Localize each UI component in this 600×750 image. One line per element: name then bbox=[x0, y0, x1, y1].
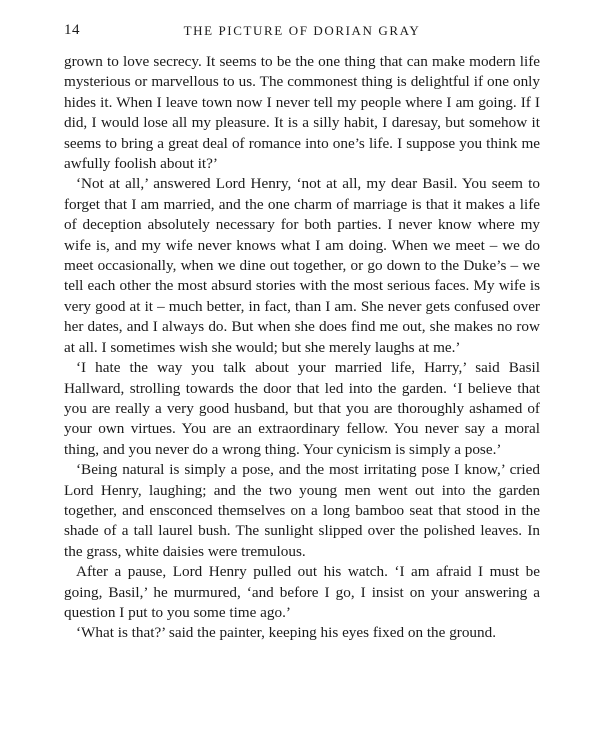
paragraph-continuation: grown to love secrecy. It seems to be the one thing that can make modern life mysterious or marvellous to us. The commonest thing is delightful if one only hides it. When I leave town now I never tell my people where I am going. If I did, I would lose all my pleasure. It is a silly habit, I daresay, but somehow it seems to bring a great deal of romance into one’s life. I suppose you think me awfully foolish about it?’ bbox=[64, 53, 540, 173]
running-head bbox=[64, 22, 540, 44]
body-text bbox=[64, 52, 540, 644]
book-title: THE PICTURE OF DORIAN GRAY bbox=[183, 23, 421, 38]
paragraph-basil-complaint: ‘I hate the way you talk about your married life, Harry,’ said Basil Hallward, strolling towards the door that led into the garden. ‘I believe that you are really a very good husband, but that you are thoroughly ashamed of your own virtues. You are an extraordinary fellow. You never say a moral thing, and you never do a wrong thing. Your cynicism is simply a pose.’ bbox=[64, 359, 540, 458]
paragraph-garden: ‘Being natural is simply a pose, and the most irritating pose I know,’ cried Lord Henry, laughing; and the two young men went out into the garden together, and ensconced themselves on a long bamboo seat that stood in the shade of a tall laurel bush. The sunlight slipped over the polished leaves. In the grass, white daisies were tremulous. bbox=[64, 461, 540, 560]
paragraph-lord-henry-reply: ‘Not at all,’ answered Lord Henry, ‘not at all, my dear Basil. You seem to forget that I am married, and the one charm of marriage is that it makes a life of deception absolutely necessary for both parties. I never know where my wife is, and my wife never knows what I am doing. When we meet – we do meet occasionally, when we dine out together, or go down to the Duke’s – we tell each other the most absurd stories with the most serious faces. My wife is very good at it – much better, in fact, than I am. She never gets confused over her dates, and I always do. But when she does find me out, she makes no row at all. I sometimes wish she would; but she merely laughs at me.’ bbox=[64, 175, 540, 356]
page-number: 14 bbox=[64, 22, 80, 38]
book-page bbox=[64, 22, 540, 644]
paragraph-watch: After a pause, Lord Henry pulled out his watch. ‘I am afraid I must be going, Basil,’ he murmured, ‘and before I go, I insist on your answering a question I put to you some time ago.’ bbox=[64, 563, 540, 621]
paragraph-painter-question: ‘What is that?’ said the painter, keeping his eyes fixed on the ground. bbox=[76, 624, 497, 642]
